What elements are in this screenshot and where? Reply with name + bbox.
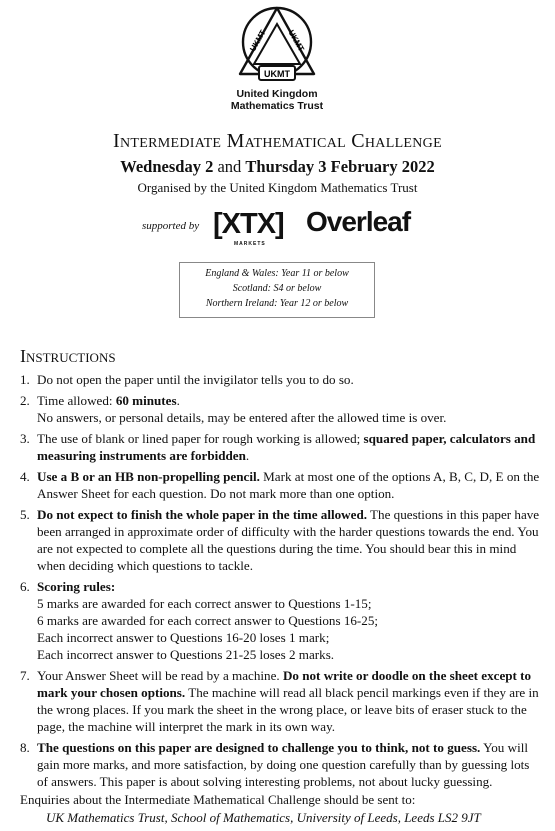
emblem-label: UKMT: [264, 69, 290, 79]
instruction-item: 8. The questions on this paper are designed to challenge you to think, not to guess. You will gain more marks, and more satisfaction, by doing one question carefully than by guessing lots of answers. This paper is about solving interesting problems, not about lucky guessing.: [20, 740, 530, 789]
instruction-item: 1. Do not open the paper until the invigilator tells you to do so.: [20, 372, 354, 387]
instruction-item: 7. Your Answer Sheet will be read by a machine. Do not write or doodle on the sheet except to mark your chosen options. The machine will read all black pencil markings even if they are in the wrong places. If you mark the sheet in the wrong place, or leave bits of eraser stuck to the page, the machine will interpret the mark in its own way.: [20, 668, 539, 734]
eligibility-line: Northern Ireland: Year 12 or below: [205, 298, 349, 309]
sponsors: [140, 205, 430, 249]
overleaf-logo: Overleaf: [306, 206, 411, 237]
svg-text:UKMT: UKMT: [286, 28, 306, 54]
eligibility-line: Scotland: S4 or below: [232, 283, 322, 294]
contact-address: UK Mathematics Trust, School of Mathematics, University of Leeds, Leeds LS2 9JT: [46, 810, 481, 825]
xtx-logo: [XTX]: [213, 208, 284, 240]
svg-text:UKMT: UKMT: [248, 28, 268, 54]
instruction-item: 2. Time allowed: 60 minutes. No answers, or personal details, may be entered after the allowed time is over.: [20, 393, 447, 425]
organised-by: Organised by the United Kingdom Mathematics Trust: [137, 180, 418, 195]
instruction-item: 3. The use of blank or lined paper for rough working is allowed; squared paper, calculators and measuring instruments are forbidden.: [20, 431, 536, 463]
instructions-heading: Instructions: [20, 346, 116, 366]
enquiry-text: Enquiries about the Intermediate Mathematical Challenge should be sent to:: [20, 792, 416, 807]
xtx-sub-label: MARKETS: [234, 241, 266, 247]
page-title: Intermediate Mathematical Challenge: [113, 130, 442, 152]
instruction-item: 5. Do not expect to finish the whole paper in the time allowed. The questions in this paper have been arranged in approximate order of difficulty with the harder questions towards the end. You are not expected to complete all the questions during the time. You should bear this in mind when deciding which questions to tackle.: [20, 507, 540, 573]
org-line-1: United Kingdom: [236, 88, 318, 100]
ukmt-emblem-icon: [229, 4, 325, 88]
instructions-list: [20, 371, 540, 794]
eligibility-box: [179, 262, 375, 318]
org-name: [224, 88, 330, 112]
instruction-item: 4. Use a B or an HB non-propelling pencil. Mark at most one of the options A, B, C, D, E on the Answer Sheet for each question. Do not mark more than one option.: [20, 469, 540, 501]
exam-dates: Wednesday 2 and Thursday 3 February 2022: [120, 157, 435, 176]
eligibility-line: England & Wales: Year 11 or below: [205, 268, 349, 279]
instruction-item: 6. Scoring rules: 5 marks are awarded for each correct answer to Questions 1-15; 6 marks are awarded for each correct answer to Questions 16-25; Each incorrect answer to Questions 16-20 loses 1 mark; Each incorrect answer to Questions 21-25 loses 2 marks.: [20, 579, 379, 662]
ukmt-logo: [224, 4, 330, 120]
supported-by-label: supported by: [142, 220, 200, 232]
org-line-2: Mathematics Trust: [230, 100, 324, 112]
